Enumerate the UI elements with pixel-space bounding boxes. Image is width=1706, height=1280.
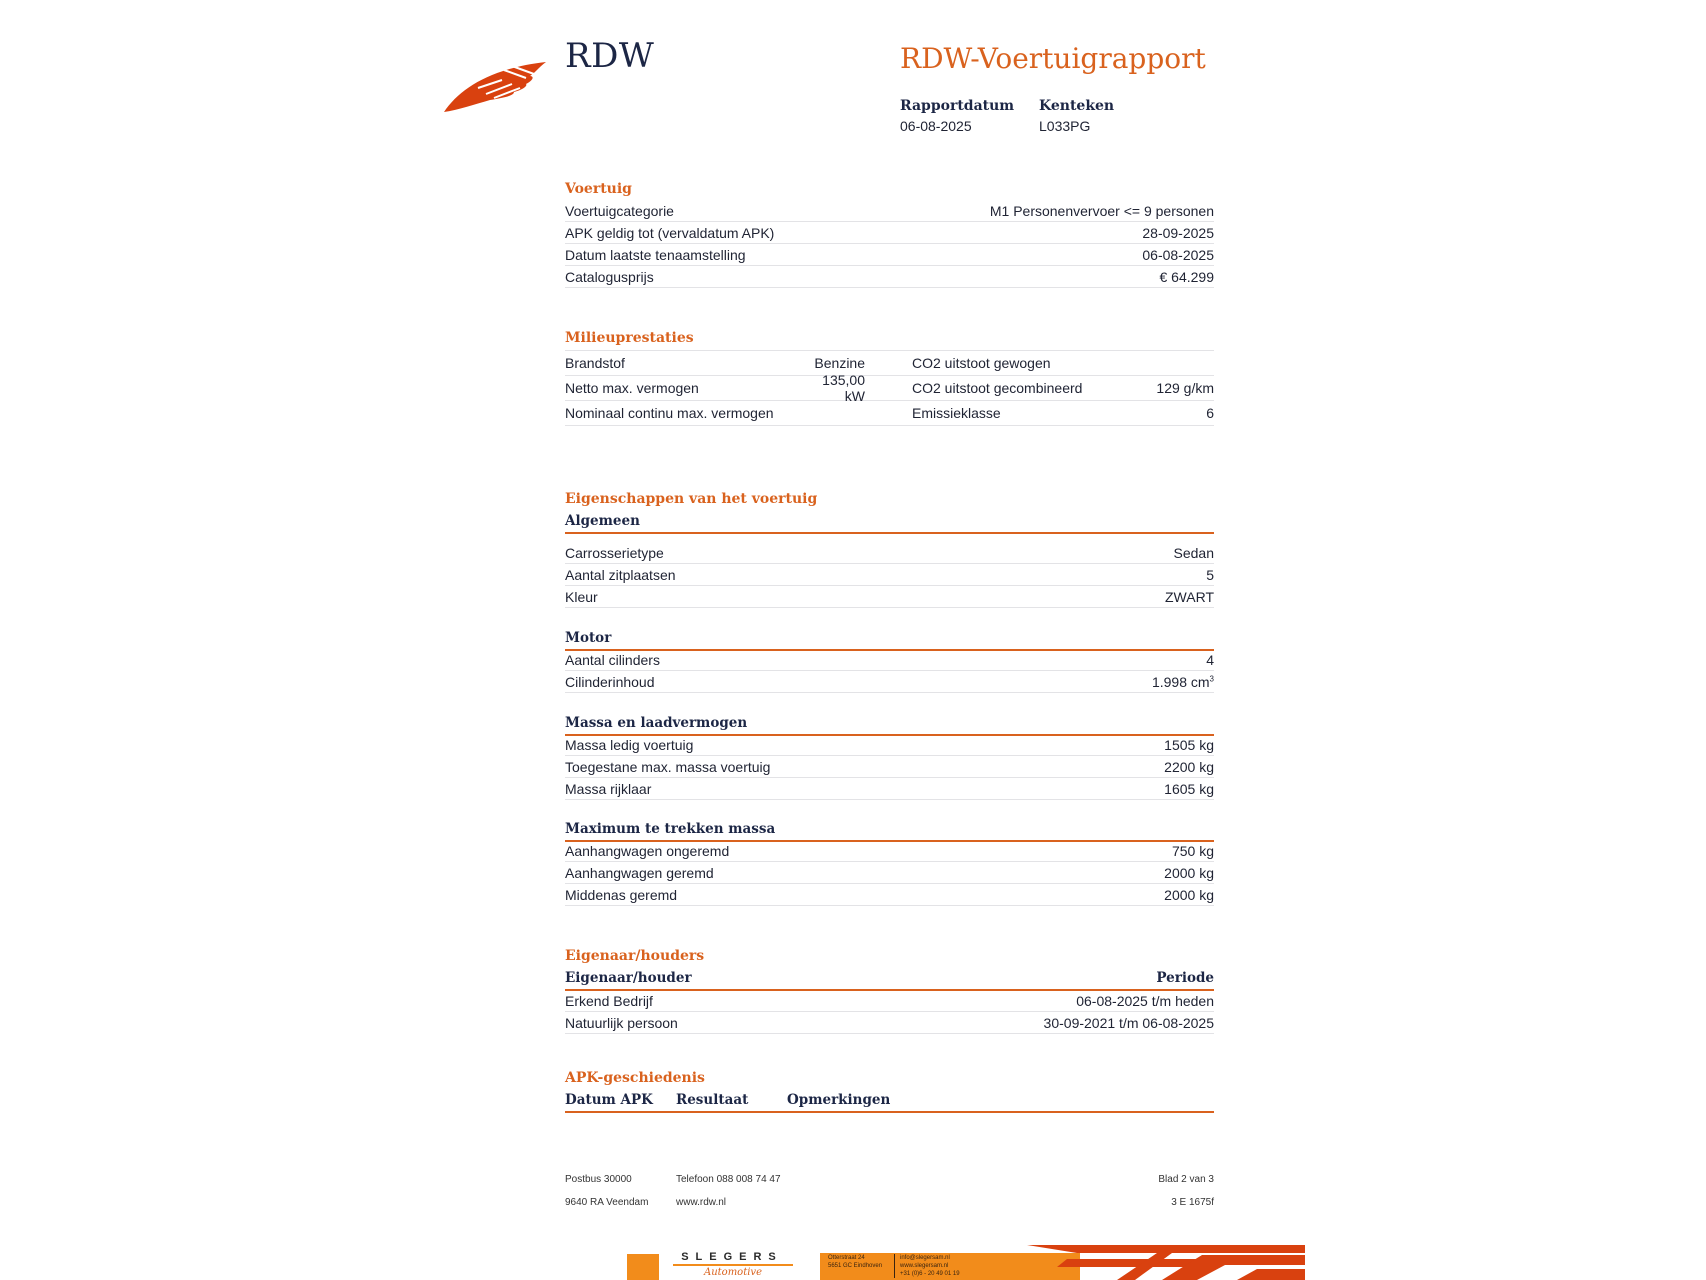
- banner-website: www.slegersam.nl: [900, 1263, 949, 1269]
- row-value: 135,00 kW: [822, 372, 865, 404]
- row-value: 6: [1206, 405, 1214, 421]
- banner-tagline: Automotive: [704, 1267, 762, 1278]
- row-value: 129 g/km: [1156, 380, 1214, 396]
- report-date-value: 06-08-2025: [900, 118, 972, 134]
- license-plate-value: L033PG: [1039, 118, 1091, 134]
- row-value: 28-09-2025: [1142, 224, 1214, 241]
- row-value: ZWART: [1165, 588, 1214, 605]
- row-label: Toegestane max. massa voertuig: [565, 758, 771, 775]
- row-label: Voertuigcategorie: [565, 202, 674, 219]
- row-label: APK geldig tot (vervaldatum APK): [565, 224, 775, 241]
- row-value: 4: [1206, 651, 1214, 668]
- banner-phone: +31 (0)6 - 20 49 01 19: [900, 1271, 960, 1277]
- table-row: [565, 1012, 1214, 1034]
- row-label: Netto max. vermogen: [565, 380, 699, 396]
- subsection-title-trekken: Maximum te trekken massa: [565, 821, 1214, 842]
- footer-city: 9640 RA Veendam: [565, 1197, 649, 1208]
- row-label: Brandstof: [565, 355, 625, 371]
- row-label: CO2 uitstoot gewogen: [912, 355, 1051, 371]
- row-value: 5: [1206, 566, 1214, 583]
- row-value: 750 kg: [1171, 842, 1214, 859]
- row-value: 2200 kg: [1164, 758, 1214, 775]
- row-value: Sedan: [1173, 544, 1214, 561]
- section-title-milieu: Milieuprestaties: [565, 330, 694, 346]
- table-row: [565, 884, 1214, 906]
- table-row: [565, 862, 1214, 884]
- footer-code: 3 E 1675f: [1171, 1197, 1214, 1208]
- row-value: 1.998 cm: [1151, 673, 1210, 690]
- row-value: 1605 kg: [1164, 780, 1214, 797]
- row-value: 30-09-2021 t/m 06-08-2025: [1043, 1014, 1214, 1031]
- table-row: [565, 564, 1214, 586]
- subsection-title-algemeen: Algemeen: [565, 513, 1214, 534]
- row-label: Aantal cilinders: [565, 651, 660, 668]
- motor-table: [565, 649, 1214, 693]
- table-row: [565, 266, 1214, 288]
- table-row: [565, 990, 1214, 1012]
- voertuig-table: [565, 200, 1214, 288]
- banner-dealer-name: SLEGERS: [681, 1251, 783, 1263]
- table-row: [565, 351, 1214, 376]
- footer-postbus: Postbus 30000: [565, 1174, 632, 1185]
- column-header-result: Resultaat: [676, 1092, 749, 1108]
- column-header-period: Periode: [1156, 970, 1214, 986]
- table-row: [565, 244, 1214, 266]
- trekken-table: [565, 840, 1214, 906]
- row-label: Kleur: [565, 588, 598, 605]
- eigenaar-table-header: [565, 970, 1214, 991]
- row-label: Aanhangwagen geremd: [565, 864, 714, 881]
- table-row: [565, 542, 1214, 564]
- row-label: Cilinderinhoud: [565, 673, 655, 690]
- dealer-banner: [627, 1245, 1305, 1280]
- section-title-eigenaar: Eigenaar/houders: [565, 948, 705, 964]
- footer-page-number: Blad 2 van 3: [1158, 1174, 1214, 1185]
- row-value: M1 Personenvervoer <= 9 personen: [989, 202, 1214, 219]
- subsection-title-massa: Massa en laadvermogen: [565, 715, 1214, 736]
- table-row: [565, 756, 1214, 778]
- banner-stripes-graphic: [957, 1245, 1305, 1280]
- banner-address-street: Otterstraat 24: [828, 1255, 865, 1261]
- row-value: 2000 kg: [1164, 886, 1214, 903]
- unit-superscript: 3: [1209, 673, 1214, 683]
- table-row: [565, 200, 1214, 222]
- eigenaar-table: [565, 990, 1214, 1034]
- row-label: Middenas geremd: [565, 886, 678, 903]
- column-header-date: Datum APK: [565, 1092, 653, 1108]
- row-value: 1505 kg: [1164, 736, 1214, 753]
- apk-table-header: [565, 1092, 1214, 1113]
- row-label: Aantal zitplaatsen: [565, 566, 676, 583]
- row-label: Nominaal continu max. vermogen: [565, 405, 774, 421]
- row-value: 06-08-2025: [1142, 246, 1214, 263]
- row-label: Carrosserietype: [565, 544, 664, 561]
- license-plate-label: Kenteken: [1039, 98, 1115, 114]
- row-label: CO2 uitstoot gecombineerd: [912, 380, 1083, 396]
- row-label: Massa rijklaar: [565, 780, 652, 797]
- section-title-apk: APK-geschiedenis: [565, 1070, 705, 1086]
- table-row: [565, 840, 1214, 862]
- table-row: [565, 671, 1214, 693]
- row-label: Aanhangwagen ongeremd: [565, 842, 730, 859]
- section-title-voertuig: Voertuig: [565, 181, 632, 197]
- algemeen-table: [565, 542, 1214, 608]
- column-header-owner: Eigenaar/houder: [565, 970, 692, 986]
- table-row: [565, 649, 1214, 671]
- row-label: Datum laatste tenaamstelling: [565, 246, 746, 263]
- brand-name: RDW: [565, 36, 655, 76]
- banner-address-city: 5651 GC Eindhoven: [828, 1263, 883, 1269]
- report-title: RDW-Voertuigrapport: [900, 42, 1206, 75]
- row-value: Benzine: [814, 355, 865, 371]
- banner-divider: [673, 1264, 793, 1266]
- footer-phone: Telefoon 088 008 74 47: [676, 1174, 781, 1185]
- row-value: € 64.299: [1159, 268, 1214, 285]
- row-label: Erkend Bedrijf: [565, 992, 653, 1009]
- section-title-eigenschappen: Eigenschappen van het voertuig: [565, 491, 818, 507]
- subsection-title-motor: Motor: [565, 630, 1214, 651]
- row-label: Natuurlijk persoon: [565, 1014, 678, 1031]
- banner-orange-block: [627, 1254, 659, 1280]
- rdw-feather-logo-icon: [442, 58, 548, 114]
- table-row: [565, 372, 1214, 404]
- banner-email: info@slegersam.nl: [900, 1255, 950, 1261]
- row-value: 06-08-2025 t/m heden: [1076, 992, 1214, 1009]
- report-date-label: Rapportdatum: [900, 98, 1015, 114]
- row-label: Emissieklasse: [912, 405, 1001, 421]
- massa-table: [565, 734, 1214, 800]
- table-row: [565, 401, 1214, 426]
- table-row: [565, 734, 1214, 756]
- banner-contact-divider: [894, 1254, 895, 1278]
- table-row: [565, 222, 1214, 244]
- row-value: 2000 kg: [1164, 864, 1214, 881]
- table-row: [565, 586, 1214, 608]
- milieu-table: [565, 350, 1214, 426]
- column-header-remarks: Opmerkingen: [787, 1092, 891, 1108]
- row-label: Massa ledig voertuig: [565, 736, 694, 753]
- table-row: [565, 778, 1214, 800]
- row-label: Catalogusprijs: [565, 268, 654, 285]
- footer-website: www.rdw.nl: [676, 1197, 727, 1208]
